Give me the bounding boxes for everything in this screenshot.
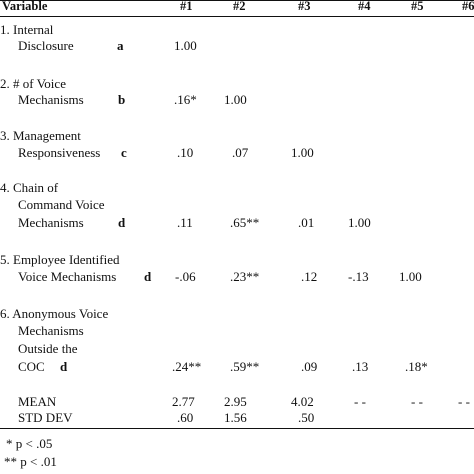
std-dev-value-1: .60 — [177, 410, 194, 425]
header-col-1: #1 — [180, 0, 193, 13]
header-col-2: #2 — [233, 0, 246, 13]
row-6-value-1: .24** — [172, 359, 202, 374]
header-variable: Variable — [2, 0, 48, 13]
row-6-label-line-3: Outside the — [18, 341, 78, 356]
row-5-value-3: .12 — [301, 269, 318, 284]
std-dev-label: STD DEV — [18, 410, 73, 425]
row-4-label-line-3: Mechanisms — [18, 215, 84, 230]
row-2-label-line-1: 2. # of Voice — [0, 76, 66, 91]
row-1-label-line-1: 1. Internal — [0, 22, 54, 37]
row-5-value-2: .23** — [230, 269, 260, 284]
row-5-value-5: 1.00 — [399, 269, 422, 284]
row-4-value-2: .65** — [230, 215, 260, 230]
mean-value-1: 2.77 — [172, 394, 195, 409]
row-1-label-line-2: Disclosure — [18, 38, 74, 53]
row-5-code: d — [144, 269, 152, 284]
row-5-value-4: -.13 — [348, 269, 369, 284]
row-4-value-3: .01 — [298, 215, 315, 230]
row-6-label-line-2: Mechanisms — [18, 323, 84, 338]
header-col-6: #6 — [462, 0, 474, 13]
row-3-value-3: 1.00 — [291, 145, 314, 160]
std-dev-value-3: .50 — [298, 410, 315, 425]
mean-value-5: - - — [411, 394, 423, 409]
mean-value-4: - - — [354, 394, 366, 409]
row-3-label-line-2: Responsiveness — [18, 145, 101, 160]
row-5-label-line-1: 5. Employee Identified — [0, 252, 120, 267]
row-3-value-1: .10 — [177, 145, 194, 160]
row-2-label-line-2: Mechanisms — [18, 92, 84, 107]
header-col-3: #3 — [298, 0, 311, 13]
row-4-label-line-2: Command Voice — [18, 197, 105, 212]
row-4-label-line-1: 4. Chain of — [0, 180, 59, 195]
row-2-code: b — [118, 92, 126, 107]
mean-value-2: 2.95 — [224, 394, 247, 409]
row-5-value-1: -.06 — [175, 269, 196, 284]
header-rule — [0, 16, 474, 17]
bottom-rule — [0, 428, 474, 429]
footnote-p05: * p < .05 — [6, 436, 53, 451]
mean-label: MEAN — [18, 394, 57, 409]
row-6-value-2: .59** — [230, 359, 260, 374]
row-1-value-1: 1.00 — [174, 38, 197, 53]
row-3-value-2: .07 — [232, 145, 249, 160]
row-4-value-1: .11 — [177, 215, 193, 230]
row-6-code: d — [60, 359, 68, 374]
row-6-value-5: .18* — [405, 359, 428, 374]
std-dev-value-2: 1.56 — [224, 410, 247, 425]
row-6-value-4: .13 — [352, 359, 369, 374]
mean-value-6: - - — [458, 394, 470, 409]
header-col-4: #4 — [358, 0, 371, 13]
row-6-value-3: .09 — [301, 359, 318, 374]
row-5-label-line-2: Voice Mechanisms — [18, 269, 117, 284]
row-4-value-4: 1.00 — [348, 215, 371, 230]
row-2-value-1: .16* — [174, 92, 197, 107]
row-6-label-line-4: COC — [18, 359, 45, 374]
row-2-value-2: 1.00 — [224, 92, 247, 107]
mean-value-3: 4.02 — [291, 394, 314, 409]
row-4-code: d — [118, 215, 126, 230]
row-1-code: a — [117, 38, 124, 53]
header-col-5: #5 — [411, 0, 424, 13]
row-3-code: c — [121, 145, 127, 160]
row-3-label-line-1: 3. Management — [0, 128, 81, 143]
footnote-p01: ** p < .01 — [4, 454, 57, 469]
row-6-label-line-1: 6. Anonymous Voice — [0, 306, 109, 321]
